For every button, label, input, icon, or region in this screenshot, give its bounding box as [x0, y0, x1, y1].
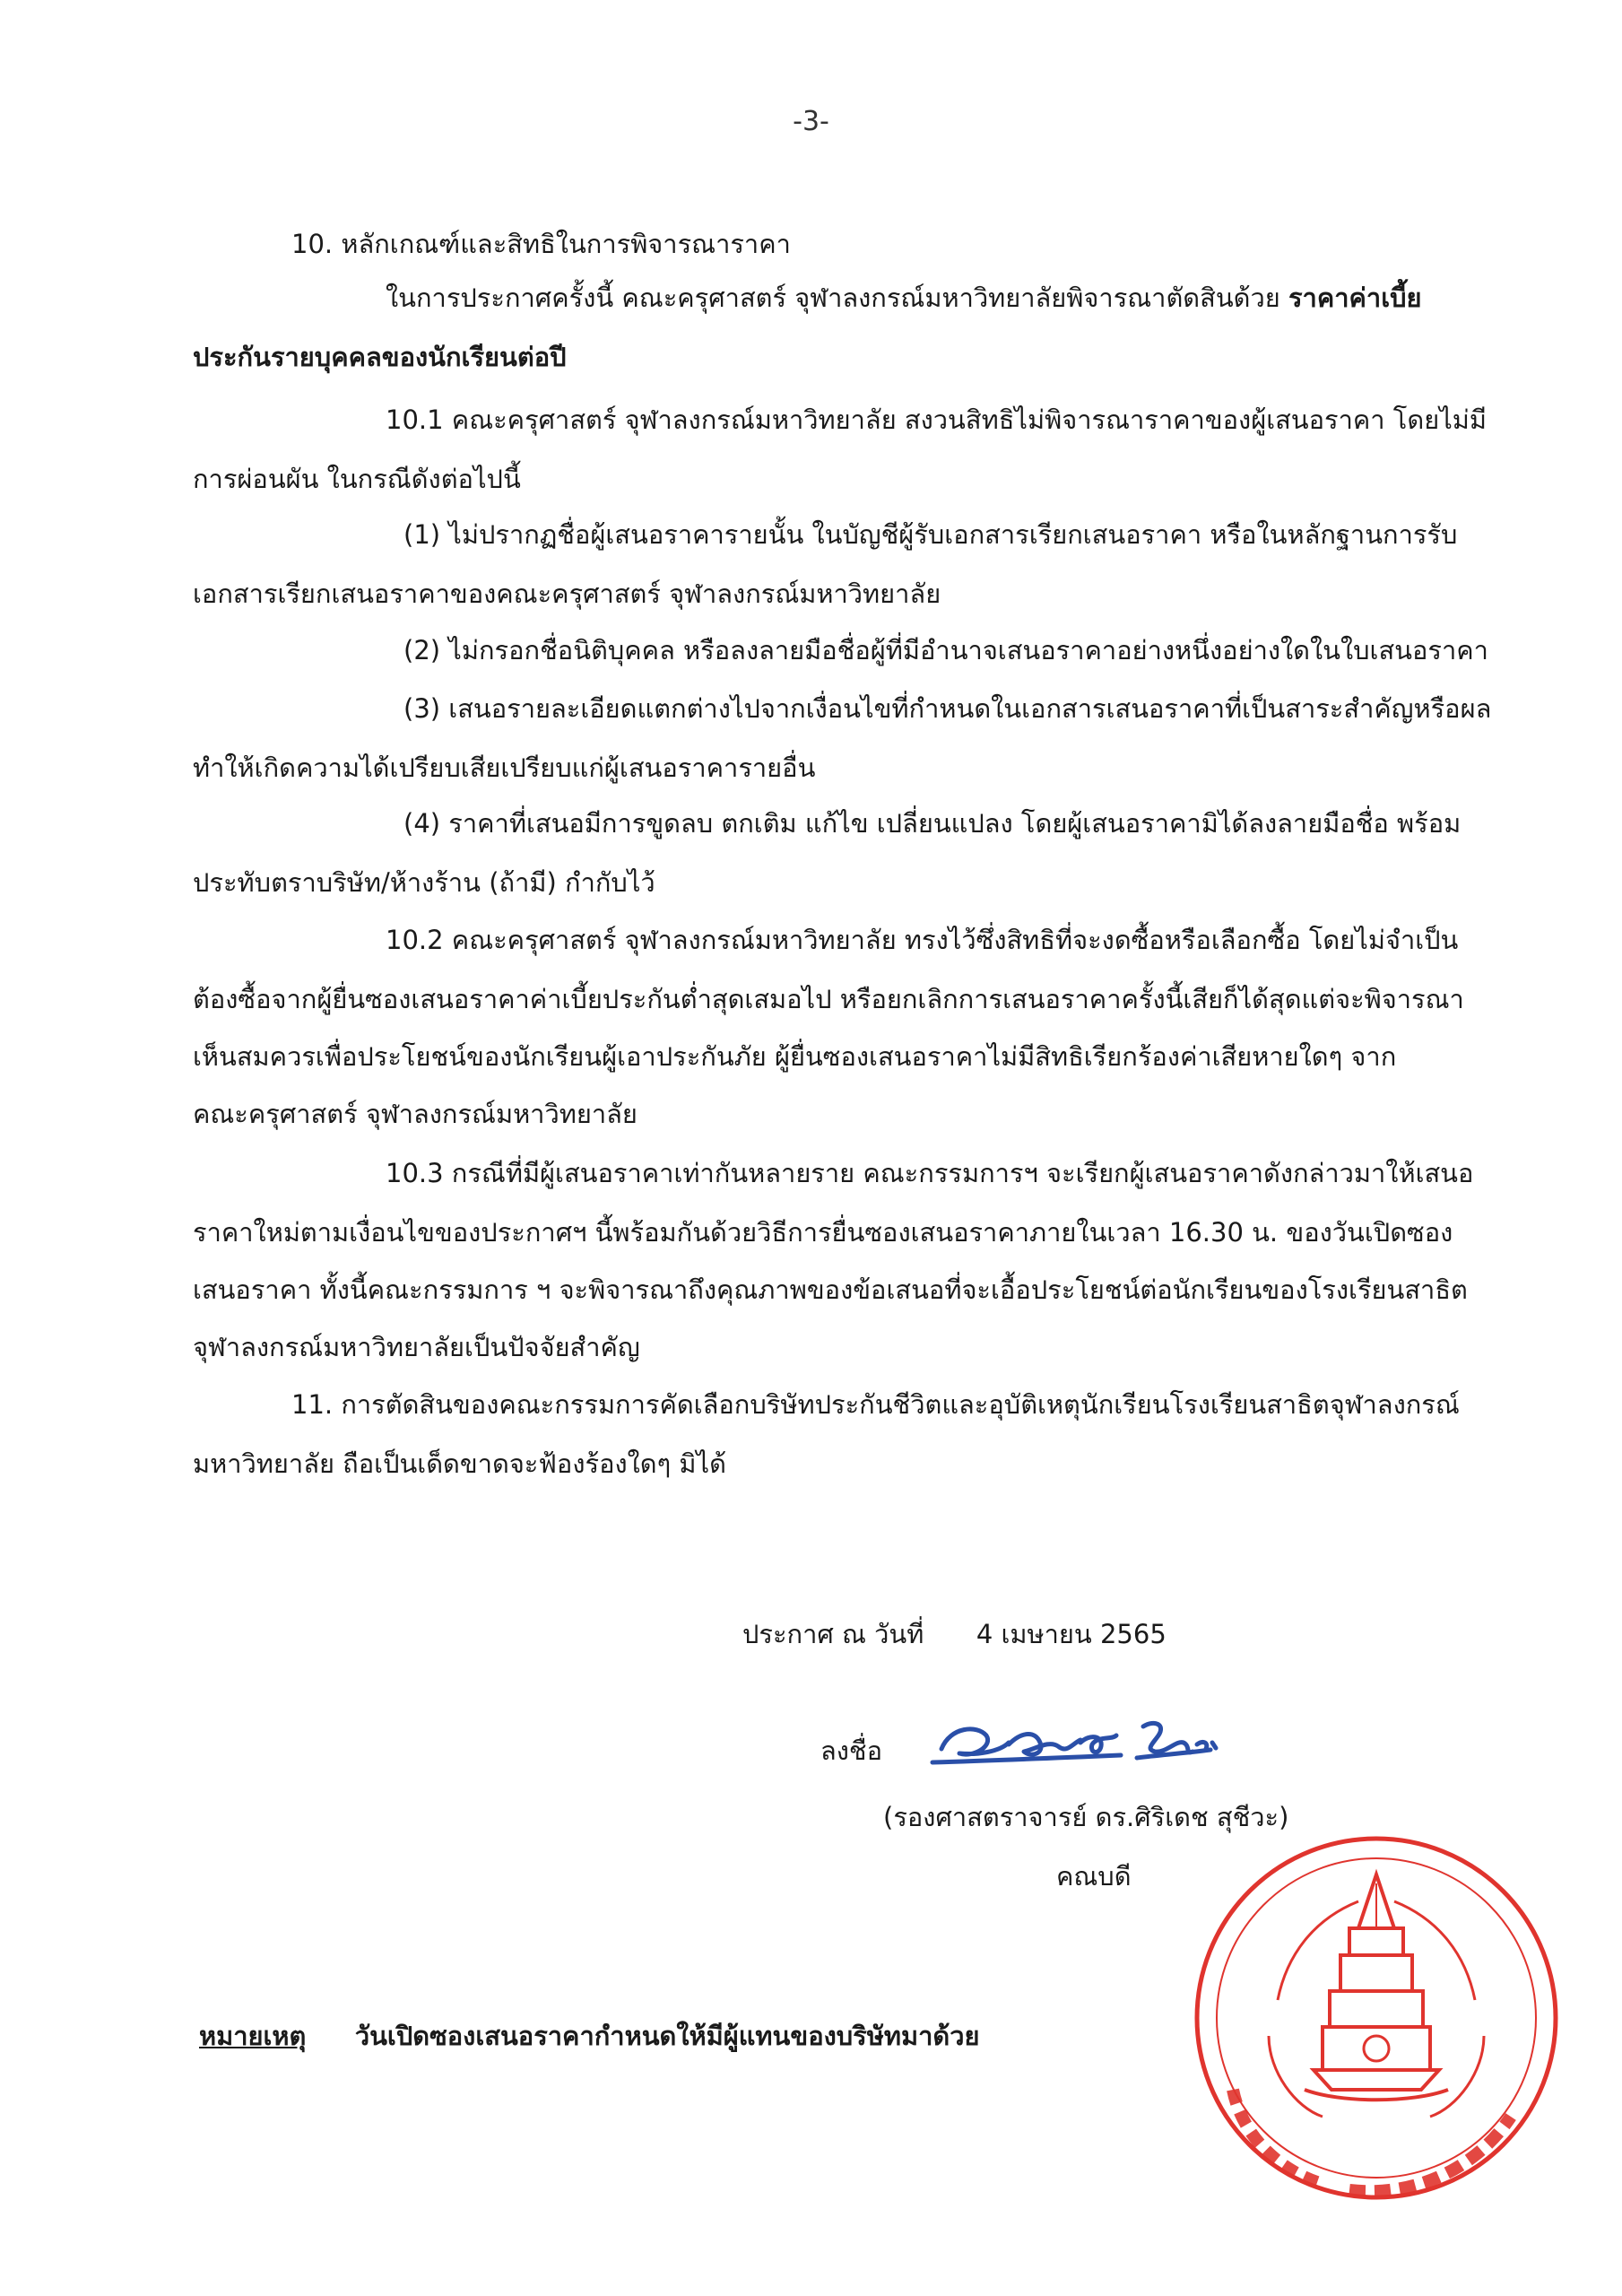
university-seal [1179, 1821, 1574, 2215]
clause-10-2-line4: คณะครุศาสตร์ จุฬาลงกรณ์มหาวิทยาลัย [193, 1099, 638, 1129]
section10-intro-bold-cont: ประกันรายบุคคลของนักเรียนต่อปี [193, 342, 567, 372]
section10-intro [386, 280, 1422, 316]
sign-label: ลงชื่อ [820, 1735, 883, 1766]
section11-line2: มหาวิทยาลัย ถือเป็นเด็ดขาดจะฟ้องร้องใดๆ มิได้ [193, 1448, 726, 1479]
signer-position: คณบดี [1056, 1861, 1132, 1892]
page-number: -3- [793, 106, 829, 137]
note [199, 2018, 980, 2054]
clause-10-1-line2: การผ่อนผัน ในกรณีดังต่อไปนี้ [193, 464, 521, 494]
date-label: ประกาศ ณ วันที่ [742, 1619, 924, 1649]
section10-intro-bold: ราคาค่าเบี้ย [1288, 283, 1422, 313]
item-2-line1: (2) ไม่กรอกชื่อนิติบุคคล หรือลงลายมือชื่อผู้ที่มีอำนาจเสนอราคาอย่างหนึ่งอย่างใดในใบเสนอราคา [403, 635, 1488, 665]
item-4-line2: ประทับตราบริษัท/ห้างร้าน (ถ้ามี) กำกับไว้ [193, 867, 655, 898]
announcement-date [742, 1616, 1167, 1652]
clause-10-3-line2: ราคาใหม่ตามเงื่อนไขของประกาศฯ นี้พร้อมกันด้วยวิธีการยื่นซองเสนอราคาภายในเวลา 16.30 น. ของวันเปิดซอง [193, 1217, 1453, 1248]
clause-10-2-line2: ต้องซื้อจากผู้ยื่นซองเสนอราคาค่าเบี้ยประกันต่ำสุดเสมอไป หรือยกเลิกการเสนอราคาครั้งนี้เสียก็ได้สุดแต่จะพิจารณา [193, 984, 1464, 1014]
signer-name: (รองศาสตราจารย์ ดร.ศิริเดช สุชีวะ) [883, 1802, 1289, 1832]
handwritten-signature [924, 1709, 1255, 1780]
clause-10-2-line3: เห็นสมควรเพื่อประโยชน์ของนักเรียนผู้เอาประกันภัย ผู้ยื่นซองเสนอราคาไม่มีสิทธิเรียกร้องค่าเสียหายใดๆ จาก [193, 1041, 1397, 1072]
item-1-line1: (1) ไม่ปรากฏชื่อผู้เสนอราคารายนั้น ในบัญชีผู้รับเอกสารเรียกเสนอราคา หรือในหลักฐานการรับ [403, 519, 1458, 550]
item-3-line1: (3) เสนอรายละเอียดแตกต่างไปจากเงื่อนไขที่กำหนดในเอกสารเสนอราคาที่เป็นสาระสำคัญหรือผล [403, 693, 1492, 724]
note-text: วันเปิดซองเสนอราคากำหนดให้มีผู้แทนของบริษัทมาด้วย [354, 2021, 980, 2051]
section10-heading: 10. หลักเกณฑ์และสิทธิในการพิจารณาราคา [291, 229, 791, 259]
date-value: 4 เมษายน 2565 [976, 1619, 1167, 1649]
section11-line1: 11. การตัดสินของคณะกรรมการคัดเลือกบริษัทประกันชีวิตและอุบัติเหตุนักเรียนโรงเรียนสาธิตจุฬาลงกรณ์ [291, 1389, 1460, 1420]
clause-10-1-line1: 10.1 คณะครุศาสตร์ จุฬาลงกรณ์มหาวิทยาลัย สงวนสิทธิไม่พิจารณาราคาของผู้เสนอราคา โดยไม่มี [386, 404, 1488, 435]
item-4-line1: (4) ราคาที่เสนอมีการขูดลบ ตกเติม แก้ไข เปลี่ยนแปลง โดยผู้เสนอราคามิได้ลงลายมือชื่อ พร้อม [403, 808, 1462, 839]
clause-10-3-line1: 10.3 กรณีที่มีผู้เสนอราคาเท่ากันหลายราย คณะกรรมการฯ จะเรียกผู้เสนอราคาดังกล่าวมาให้เสนอ [386, 1158, 1474, 1188]
item-1-line2: เอกสารเรียกเสนอราคาของคณะครุศาสตร์ จุฬาลงกรณ์มหาวิทยาลัย [193, 578, 941, 609]
clause-10-2-line1: 10.2 คณะครุศาสตร์ จุฬาลงกรณ์มหาวิทยาลัย ทรงไว้ซึ่งสิทธิที่จะงดซื้อหรือเลือกซื้อ โดยไม่จำเป็น [386, 925, 1459, 955]
clause-10-3-line3: เสนอราคา ทั้งนี้คณะกรรมการ ฯ จะพิจารณาถึงคุณภาพของข้อเสนอที่จะเอื้อประโยชน์ต่อนักเรียนของโรงเรียนสาธิต [193, 1274, 1468, 1305]
note-label: หมายเหตุ [199, 2021, 307, 2051]
section10-intro-text: ในการประกาศครั้งนี้ คณะครุศาสตร์ จุฬาลงกรณ์มหาวิทยาลัยพิจารณาตัดสินด้วย [386, 283, 1280, 313]
item-3-line2: ทำให้เกิดความได้เปรียบเสียเปรียบแก่ผู้เสนอราคารายอื่น [193, 752, 816, 783]
clause-10-3-line4: จุฬาลงกรณ์มหาวิทยาลัยเป็นปัจจัยสำคัญ [193, 1332, 640, 1362]
